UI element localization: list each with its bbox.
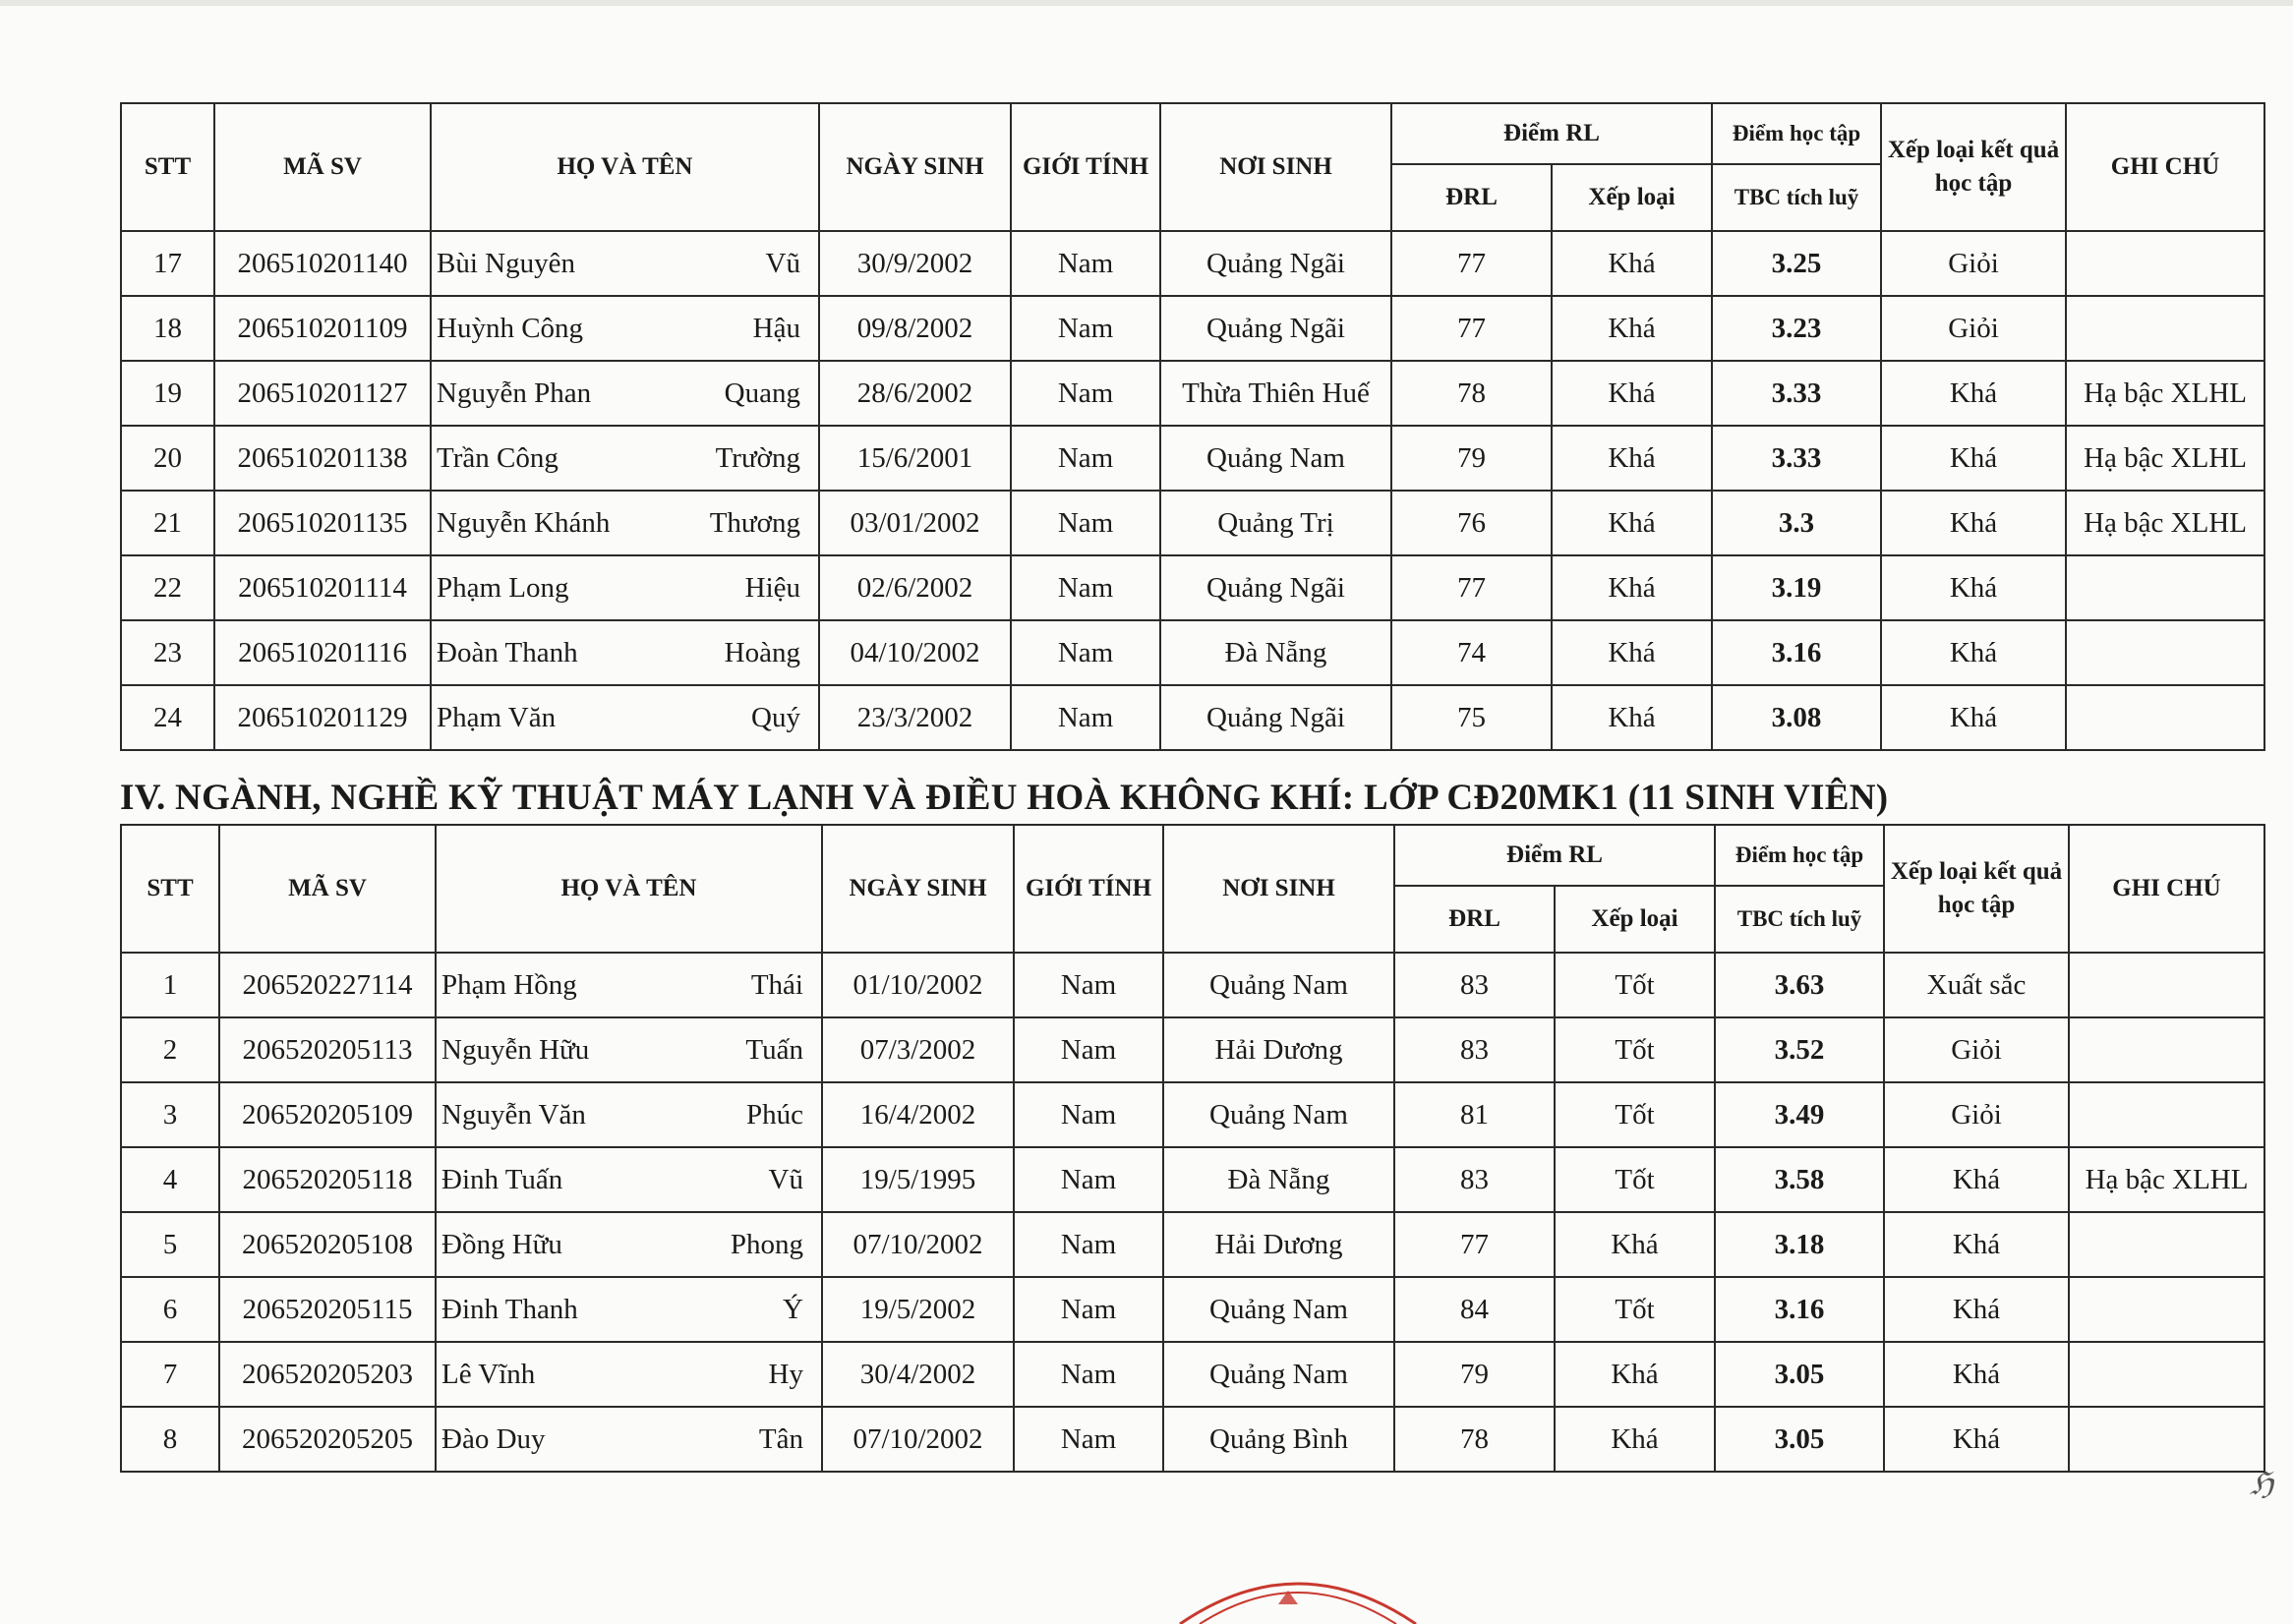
cell-noi-sinh: Quảng Ngãi <box>1160 231 1391 296</box>
header-ma-sv: MÃ SV <box>219 825 436 953</box>
cell-drl: 77 <box>1391 231 1552 296</box>
cell-ghi-chu <box>2069 1017 2264 1082</box>
cell-ten: Quang <box>724 377 800 409</box>
header-xep-loai: Xếp loại <box>1555 886 1715 953</box>
cell-tbc: 3.25 <box>1712 231 1881 296</box>
header-diem-hoc-tap: Điểm học tập <box>1712 103 1881 164</box>
cell-ho-va-ten <box>436 1277 822 1342</box>
cell-xep-loai: Khá <box>1552 296 1712 361</box>
cell-noi-sinh: Hải Dương <box>1163 1017 1394 1082</box>
cell-ho: Huỳnh Công <box>437 312 584 344</box>
cell-drl: 83 <box>1394 1147 1555 1212</box>
table-row <box>121 1277 2264 1342</box>
cell-ma-sv: 206510201138 <box>214 426 431 491</box>
cell-gioi-tinh: Nam <box>1011 361 1160 426</box>
table-2-body <box>121 953 2264 1472</box>
cell-ghi-chu <box>2066 555 2264 620</box>
cell-noi-sinh: Quảng Nam <box>1163 1342 1394 1407</box>
cell-ten: Thái <box>750 968 803 1001</box>
cell-ghi-chu: Hạ bậc XLHL <box>2069 1147 2264 1212</box>
header-xep-loai-ket-qua: Xếp loại kết quả học tập <box>1884 825 2069 953</box>
header-gioi-tinh: GIỚI TÍNH <box>1011 103 1160 231</box>
cell-ho-va-ten <box>431 555 819 620</box>
header-ngay-sinh: NGÀY SINH <box>819 103 1011 231</box>
cell-ghi-chu <box>2069 1277 2264 1342</box>
cell-noi-sinh: Đà Nẵng <box>1163 1147 1394 1212</box>
cell-ma-sv: 206520205108 <box>219 1212 436 1277</box>
cell-ngay-sinh: 07/10/2002 <box>822 1407 1014 1472</box>
cell-stt: 2 <box>121 1017 219 1082</box>
cell-ho: Đinh Thanh <box>441 1293 578 1325</box>
cell-noi-sinh: Quảng Nam <box>1163 1277 1394 1342</box>
cell-ho: Lê Vĩnh <box>441 1358 536 1390</box>
cell-drl: 84 <box>1394 1277 1555 1342</box>
cell-ho-va-ten <box>431 426 819 491</box>
cell-ho: Nguyễn Khánh <box>437 506 611 539</box>
cell-ho: Trần Công <box>437 441 559 474</box>
cell-noi-sinh: Đà Nẵng <box>1160 620 1391 685</box>
cell-ngay-sinh: 04/10/2002 <box>819 620 1011 685</box>
table-row <box>121 1212 2264 1277</box>
cell-ho: Đinh Tuấn <box>441 1163 563 1195</box>
grade-table-1 <box>120 102 2265 751</box>
cell-ngay-sinh: 07/10/2002 <box>822 1212 1014 1277</box>
table-row <box>121 1147 2264 1212</box>
cell-ho-va-ten <box>431 231 819 296</box>
cell-xep-loai: Tốt <box>1555 1277 1715 1342</box>
cell-xep-loai-kq: Giỏi <box>1884 1082 2069 1147</box>
cell-xep-loai-kq: Khá <box>1881 426 2066 491</box>
page-mark-icon: ℌ <box>2250 1465 2274 1502</box>
cell-ghi-chu <box>2066 685 2264 750</box>
cell-noi-sinh: Quảng Nam <box>1163 953 1394 1017</box>
cell-gioi-tinh: Nam <box>1011 555 1160 620</box>
cell-ngay-sinh: 09/8/2002 <box>819 296 1011 361</box>
cell-ghi-chu: Hạ bậc XLHL <box>2066 426 2264 491</box>
cell-tbc: 3.63 <box>1715 953 1884 1017</box>
cell-xep-loai: Tốt <box>1555 953 1715 1017</box>
cell-tbc: 3.16 <box>1712 620 1881 685</box>
cell-ten: Phong <box>730 1228 803 1260</box>
table-row <box>121 1407 2264 1472</box>
cell-gioi-tinh: Nam <box>1014 1082 1163 1147</box>
cell-stt: 1 <box>121 953 219 1017</box>
cell-ho: Đoàn Thanh <box>437 636 578 668</box>
table-row <box>121 953 2264 1017</box>
cell-noi-sinh: Quảng Trị <box>1160 491 1391 555</box>
table-row <box>121 426 2264 491</box>
header-diem-rl: Điểm RL <box>1391 103 1712 164</box>
cell-ten: Quý <box>751 701 800 733</box>
cell-stt: 22 <box>121 555 214 620</box>
cell-ma-sv: 206520205205 <box>219 1407 436 1472</box>
cell-stt: 20 <box>121 426 214 491</box>
cell-ghi-chu <box>2066 620 2264 685</box>
cell-stt: 23 <box>121 620 214 685</box>
cell-noi-sinh: Quảng Ngãi <box>1160 296 1391 361</box>
cell-tbc: 3.23 <box>1712 296 1881 361</box>
cell-ghi-chu <box>2069 1212 2264 1277</box>
cell-ten: Vũ <box>768 1163 803 1195</box>
cell-tbc: 3.33 <box>1712 361 1881 426</box>
cell-xep-loai-kq: Khá <box>1884 1147 2069 1212</box>
cell-xep-loai-kq: Xuất sắc <box>1884 953 2069 1017</box>
header-ghi-chu: GHI CHÚ <box>2069 825 2264 953</box>
cell-ho: Bùi Nguyên <box>437 247 575 279</box>
cell-ngay-sinh: 03/01/2002 <box>819 491 1011 555</box>
section-heading: IV. NGÀNH, NGHỀ KỸ THUẬT MÁY LẠNH VÀ ĐIỀU HOÀ KHÔNG KHÍ: LỚP CĐ20MK1 (11 SINH VIÊN) <box>120 778 1889 818</box>
cell-gioi-tinh: Nam <box>1014 953 1163 1017</box>
cell-xep-loai: Khá <box>1552 426 1712 491</box>
cell-ma-sv: 206510201135 <box>214 491 431 555</box>
cell-stt: 6 <box>121 1277 219 1342</box>
cell-stt: 7 <box>121 1342 219 1407</box>
cell-drl: 79 <box>1391 426 1552 491</box>
cell-ho-va-ten <box>436 1017 822 1082</box>
cell-stt: 5 <box>121 1212 219 1277</box>
cell-ho: Nguyễn Hữu <box>441 1033 590 1066</box>
cell-gioi-tinh: Nam <box>1011 620 1160 685</box>
cell-ten: Hoàng <box>724 636 800 668</box>
cell-noi-sinh: Quảng Ngãi <box>1160 555 1391 620</box>
cell-tbc: 3.08 <box>1712 685 1881 750</box>
cell-xep-loai: Khá <box>1552 361 1712 426</box>
table-row <box>121 685 2264 750</box>
cell-ma-sv: 206520205203 <box>219 1342 436 1407</box>
cell-ma-sv: 206520205118 <box>219 1147 436 1212</box>
cell-ma-sv: 206510201116 <box>214 620 431 685</box>
cell-ho-va-ten <box>436 1082 822 1147</box>
cell-xep-loai-kq: Khá <box>1881 620 2066 685</box>
cell-ten: Hậu <box>752 312 800 344</box>
table-row <box>121 1342 2264 1407</box>
cell-ho-va-ten <box>431 296 819 361</box>
header-noi-sinh: NƠI SINH <box>1163 825 1394 953</box>
cell-stt: 21 <box>121 491 214 555</box>
cell-ten: Phúc <box>746 1098 803 1131</box>
cell-drl: 83 <box>1394 1017 1555 1082</box>
cell-xep-loai-kq: Khá <box>1884 1407 2069 1472</box>
cell-ten: Tuấn <box>745 1033 803 1066</box>
grade-table-2 <box>120 824 2265 1473</box>
cell-xep-loai-kq: Giỏi <box>1884 1017 2069 1082</box>
header-ho-va-ten: HỌ VÀ TÊN <box>436 825 822 953</box>
cell-ho: Phạm Văn <box>437 701 557 733</box>
header-diem-rl: Điểm RL <box>1394 825 1715 886</box>
cell-ghi-chu <box>2069 1407 2264 1472</box>
cell-ngay-sinh: 19/5/1995 <box>822 1147 1014 1212</box>
table-1-body <box>121 231 2264 750</box>
cell-drl: 79 <box>1394 1342 1555 1407</box>
cell-xep-loai: Khá <box>1555 1342 1715 1407</box>
cell-ghi-chu <box>2069 1082 2264 1147</box>
cell-gioi-tinh: Nam <box>1011 426 1160 491</box>
cell-ten: Ý <box>783 1293 803 1325</box>
cell-ngay-sinh: 30/4/2002 <box>822 1342 1014 1407</box>
cell-ghi-chu <box>2066 296 2264 361</box>
cell-xep-loai: Tốt <box>1555 1017 1715 1082</box>
cell-tbc: 3.16 <box>1715 1277 1884 1342</box>
cell-xep-loai: Tốt <box>1555 1147 1715 1212</box>
cell-tbc: 3.19 <box>1712 555 1881 620</box>
cell-drl: 81 <box>1394 1082 1555 1147</box>
cell-ma-sv: 206510201127 <box>214 361 431 426</box>
cell-noi-sinh: Thừa Thiên Huế <box>1160 361 1391 426</box>
cell-tbc: 3.3 <box>1712 491 1881 555</box>
cell-stt: 19 <box>121 361 214 426</box>
table-row <box>121 1017 2264 1082</box>
header-noi-sinh: NƠI SINH <box>1160 103 1391 231</box>
cell-ho-va-ten <box>436 1407 822 1472</box>
scan-edge <box>0 0 2293 6</box>
header-xep-loai: Xếp loại <box>1552 164 1712 231</box>
cell-gioi-tinh: Nam <box>1014 1147 1163 1212</box>
cell-gioi-tinh: Nam <box>1014 1342 1163 1407</box>
cell-noi-sinh: Quảng Nam <box>1163 1082 1394 1147</box>
cell-stt: 17 <box>121 231 214 296</box>
cell-ma-sv: 206510201129 <box>214 685 431 750</box>
cell-ma-sv: 206520205115 <box>219 1277 436 1342</box>
cell-gioi-tinh: Nam <box>1014 1017 1163 1082</box>
header-xep-loai-ket-qua: Xếp loại kết quả học tập <box>1881 103 2066 231</box>
cell-drl: 77 <box>1391 555 1552 620</box>
cell-xep-loai: Tốt <box>1555 1082 1715 1147</box>
cell-xep-loai: Khá <box>1552 231 1712 296</box>
cell-xep-loai-kq: Khá <box>1881 491 2066 555</box>
table-row <box>121 555 2264 620</box>
cell-ngay-sinh: 30/9/2002 <box>819 231 1011 296</box>
cell-drl: 75 <box>1391 685 1552 750</box>
header-stt: STT <box>121 103 214 231</box>
cell-ngay-sinh: 23/3/2002 <box>819 685 1011 750</box>
cell-ngay-sinh: 28/6/2002 <box>819 361 1011 426</box>
cell-ho-va-ten <box>431 491 819 555</box>
cell-tbc: 3.52 <box>1715 1017 1884 1082</box>
cell-xep-loai-kq: Khá <box>1881 685 2066 750</box>
cell-ghi-chu <box>2069 1342 2264 1407</box>
cell-tbc: 3.18 <box>1715 1212 1884 1277</box>
cell-noi-sinh: Quảng Bình <box>1163 1407 1394 1472</box>
cell-ten: Thương <box>709 506 800 539</box>
table-row <box>121 231 2264 296</box>
cell-ngay-sinh: 15/6/2001 <box>819 426 1011 491</box>
cell-ma-sv: 206520205109 <box>219 1082 436 1147</box>
cell-xep-loai: Khá <box>1555 1212 1715 1277</box>
cell-xep-loai-kq: Khá <box>1881 555 2066 620</box>
cell-tbc: 3.58 <box>1715 1147 1884 1212</box>
cell-ho: Đào Duy <box>441 1422 546 1455</box>
cell-gioi-tinh: Nam <box>1011 296 1160 361</box>
cell-xep-loai: Khá <box>1555 1407 1715 1472</box>
cell-ten: Trường <box>715 441 800 474</box>
cell-ngay-sinh: 19/5/2002 <box>822 1277 1014 1342</box>
cell-ghi-chu: Hạ bậc XLHL <box>2066 361 2264 426</box>
cell-tbc: 3.05 <box>1715 1407 1884 1472</box>
header-gioi-tinh: GIỚI TÍNH <box>1014 825 1163 953</box>
cell-ho-va-ten <box>431 361 819 426</box>
cell-xep-loai: Khá <box>1552 620 1712 685</box>
cell-gioi-tinh: Nam <box>1014 1212 1163 1277</box>
cell-ten: Vũ <box>765 247 800 279</box>
cell-ma-sv: 206510201109 <box>214 296 431 361</box>
cell-ho: Phạm Hồng <box>441 968 577 1001</box>
cell-stt: 8 <box>121 1407 219 1472</box>
cell-ho-va-ten <box>436 1147 822 1212</box>
cell-gioi-tinh: Nam <box>1014 1407 1163 1472</box>
header-stt: STT <box>121 825 219 953</box>
cell-xep-loai-kq: Khá <box>1884 1342 2069 1407</box>
cell-drl: 77 <box>1391 296 1552 361</box>
cell-tbc: 3.33 <box>1712 426 1881 491</box>
cell-xep-loai-kq: Khá <box>1884 1277 2069 1342</box>
cell-xep-loai-kq: Khá <box>1884 1212 2069 1277</box>
header-tbc: TBC tích luỹ <box>1712 164 1881 231</box>
cell-noi-sinh: Quảng Ngãi <box>1160 685 1391 750</box>
header-drl: ĐRL <box>1394 886 1555 953</box>
cell-ma-sv: 206510201114 <box>214 555 431 620</box>
cell-ten: Hiệu <box>744 571 800 604</box>
cell-xep-loai: Khá <box>1552 685 1712 750</box>
cell-ho-va-ten <box>431 620 819 685</box>
cell-tbc: 3.05 <box>1715 1342 1884 1407</box>
cell-ho: Đồng Hữu <box>441 1228 562 1260</box>
cell-gioi-tinh: Nam <box>1014 1277 1163 1342</box>
cell-ho: Nguyễn Phan <box>437 377 592 409</box>
seal-stamp-icon <box>1160 1553 1436 1624</box>
table-row <box>121 296 2264 361</box>
cell-ngay-sinh: 01/10/2002 <box>822 953 1014 1017</box>
cell-stt: 18 <box>121 296 214 361</box>
cell-gioi-tinh: Nam <box>1011 685 1160 750</box>
cell-ho-va-ten <box>436 1212 822 1277</box>
cell-xep-loai-kq: Giỏi <box>1881 296 2066 361</box>
cell-ho-va-ten <box>431 685 819 750</box>
cell-ghi-chu <box>2066 231 2264 296</box>
cell-drl: 74 <box>1391 620 1552 685</box>
cell-ngay-sinh: 02/6/2002 <box>819 555 1011 620</box>
cell-ghi-chu: Hạ bậc XLHL <box>2066 491 2264 555</box>
table-row <box>121 620 2264 685</box>
cell-xep-loai: Khá <box>1552 555 1712 620</box>
cell-ho-va-ten <box>436 953 822 1017</box>
header-tbc: TBC tích luỹ <box>1715 886 1884 953</box>
header-ghi-chu: GHI CHÚ <box>2066 103 2264 231</box>
cell-ten: Tân <box>758 1422 803 1455</box>
header-ho-va-ten: HỌ VÀ TÊN <box>431 103 819 231</box>
table-row <box>121 361 2264 426</box>
cell-gioi-tinh: Nam <box>1011 491 1160 555</box>
cell-ho: Phạm Long <box>437 571 569 604</box>
cell-noi-sinh: Hải Dương <box>1163 1212 1394 1277</box>
cell-drl: 77 <box>1394 1212 1555 1277</box>
cell-gioi-tinh: Nam <box>1011 231 1160 296</box>
cell-ngay-sinh: 07/3/2002 <box>822 1017 1014 1082</box>
cell-xep-loai: Khá <box>1552 491 1712 555</box>
cell-noi-sinh: Quảng Nam <box>1160 426 1391 491</box>
cell-ghi-chu <box>2069 953 2264 1017</box>
cell-stt: 24 <box>121 685 214 750</box>
cell-ho: Nguyễn Văn <box>441 1098 586 1131</box>
cell-drl: 76 <box>1391 491 1552 555</box>
cell-ho-va-ten <box>436 1342 822 1407</box>
cell-drl: 78 <box>1391 361 1552 426</box>
table-row <box>121 491 2264 555</box>
header-diem-hoc-tap: Điểm học tập <box>1715 825 1884 886</box>
cell-ten: Hy <box>768 1358 803 1390</box>
cell-xep-loai-kq: Khá <box>1881 361 2066 426</box>
cell-stt: 3 <box>121 1082 219 1147</box>
cell-ngay-sinh: 16/4/2002 <box>822 1082 1014 1147</box>
cell-ma-sv: 206510201140 <box>214 231 431 296</box>
cell-ma-sv: 206520205113 <box>219 1017 436 1082</box>
table-row <box>121 1082 2264 1147</box>
cell-ma-sv: 206520227114 <box>219 953 436 1017</box>
cell-stt: 4 <box>121 1147 219 1212</box>
cell-drl: 83 <box>1394 953 1555 1017</box>
cell-drl: 78 <box>1394 1407 1555 1472</box>
header-drl: ĐRL <box>1391 164 1552 231</box>
cell-tbc: 3.49 <box>1715 1082 1884 1147</box>
cell-xep-loai-kq: Giỏi <box>1881 231 2066 296</box>
header-ma-sv: MÃ SV <box>214 103 431 231</box>
header-ngay-sinh: NGÀY SINH <box>822 825 1014 953</box>
